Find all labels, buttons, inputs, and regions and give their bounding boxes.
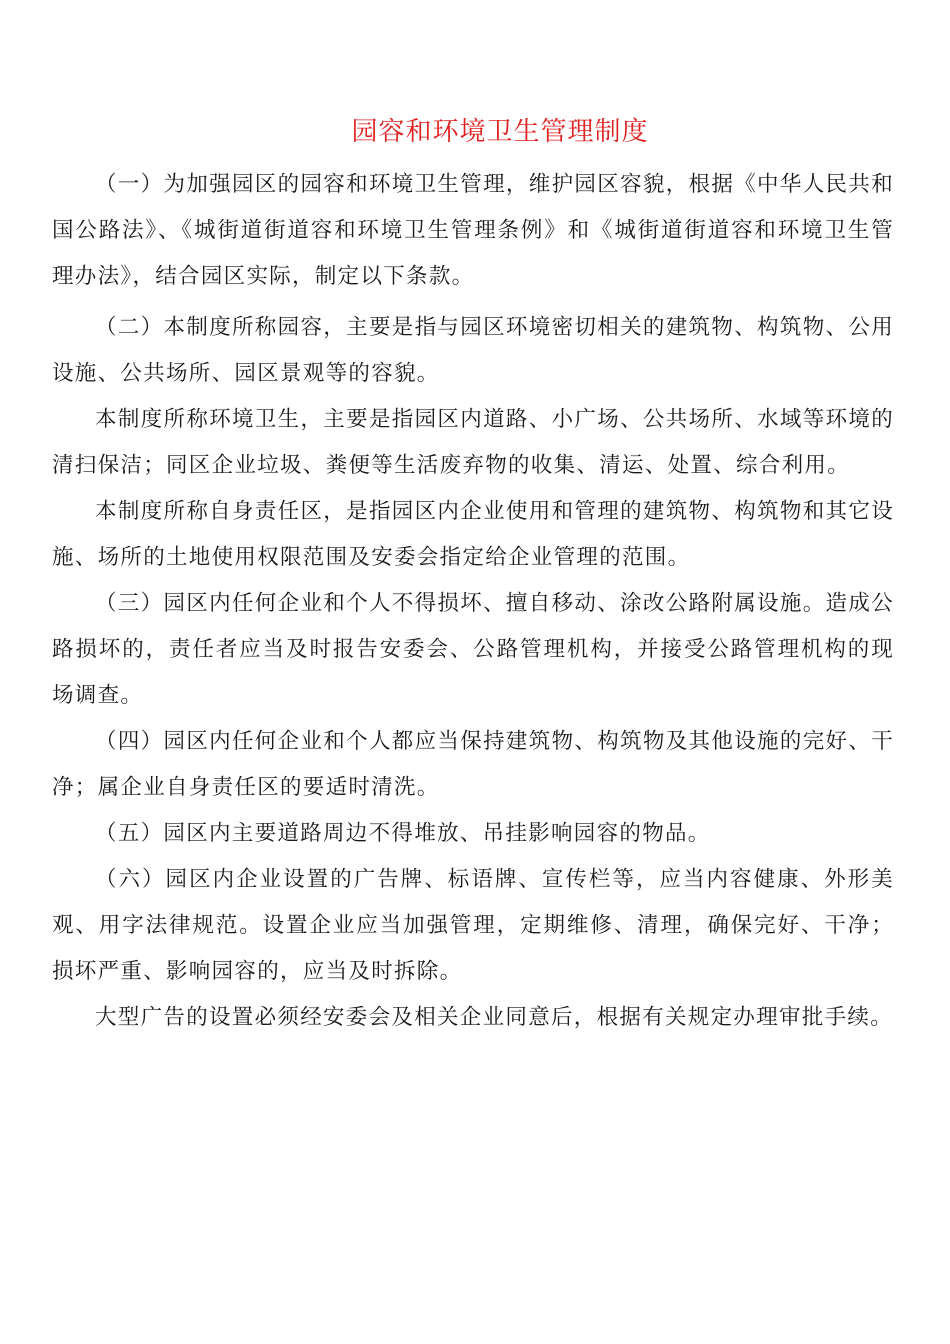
paragraph-7: （五）园区内主要道路周边不得堆放、吊挂影响园容的物品。 bbox=[95, 821, 711, 846]
paragraph-8: （六）园区内企业设置的广告牌、标语牌、宣传栏等，应当内容健康、外形美观、用字法律规范。设置企业应当加强管理，定期维修、清理，确保完好、干净；损坏严重、影响园容的，应当及时拆除。 bbox=[52, 867, 894, 984]
paragraph-4: 本制度所称自身责任区，是指园区内企业使用和管理的建筑物、构筑物和其它设施、场所的土地使用权限范围及安委会指定给企业管理的范围。 bbox=[52, 499, 894, 570]
paragraph-3: 本制度所称环境卫生，主要是指园区内道路、小广场、公共场所、水域等环境的清扫保洁；同区企业垃圾、粪便等生活废弃物的收集、清运、处置、综合利用。 bbox=[52, 407, 894, 478]
paragraph-1: （一）为加强园区的园容和环境卫生管理，维护园区容貌，根据《中华人民共和国公路法》、《城街道街道容和环境卫生管理条例》和《城街道街道容和环境卫生管理办法》，结合园区实际，制定以下条款。 bbox=[52, 172, 894, 289]
document-body bbox=[52, 162, 894, 1041]
document-title: 园容和环境卫生管理制度 bbox=[351, 117, 649, 147]
paragraph-5: （三）园区内任何企业和个人不得损坏、擅自移动、涂改公路附属设施。造成公路损坏的，责任者应当及时报告安委会、公路管理机构，并接受公路管理机构的现场调查。 bbox=[52, 591, 894, 708]
paragraph-2: （二）本制度所称园容，主要是指与园区环境密切相关的建筑物、构筑物、公用设施、公共场所、园区景观等的容貌。 bbox=[52, 315, 894, 386]
paragraph-6: （四）园区内任何企业和个人都应当保持建筑物、构筑物及其他设施的完好、干净；属企业自身责任区的要适时清洗。 bbox=[52, 729, 894, 800]
paragraph-9: 大型广告的设置必须经安委会及相关企业同意后，根据有关规定办理审批手续。 bbox=[95, 1005, 894, 1030]
